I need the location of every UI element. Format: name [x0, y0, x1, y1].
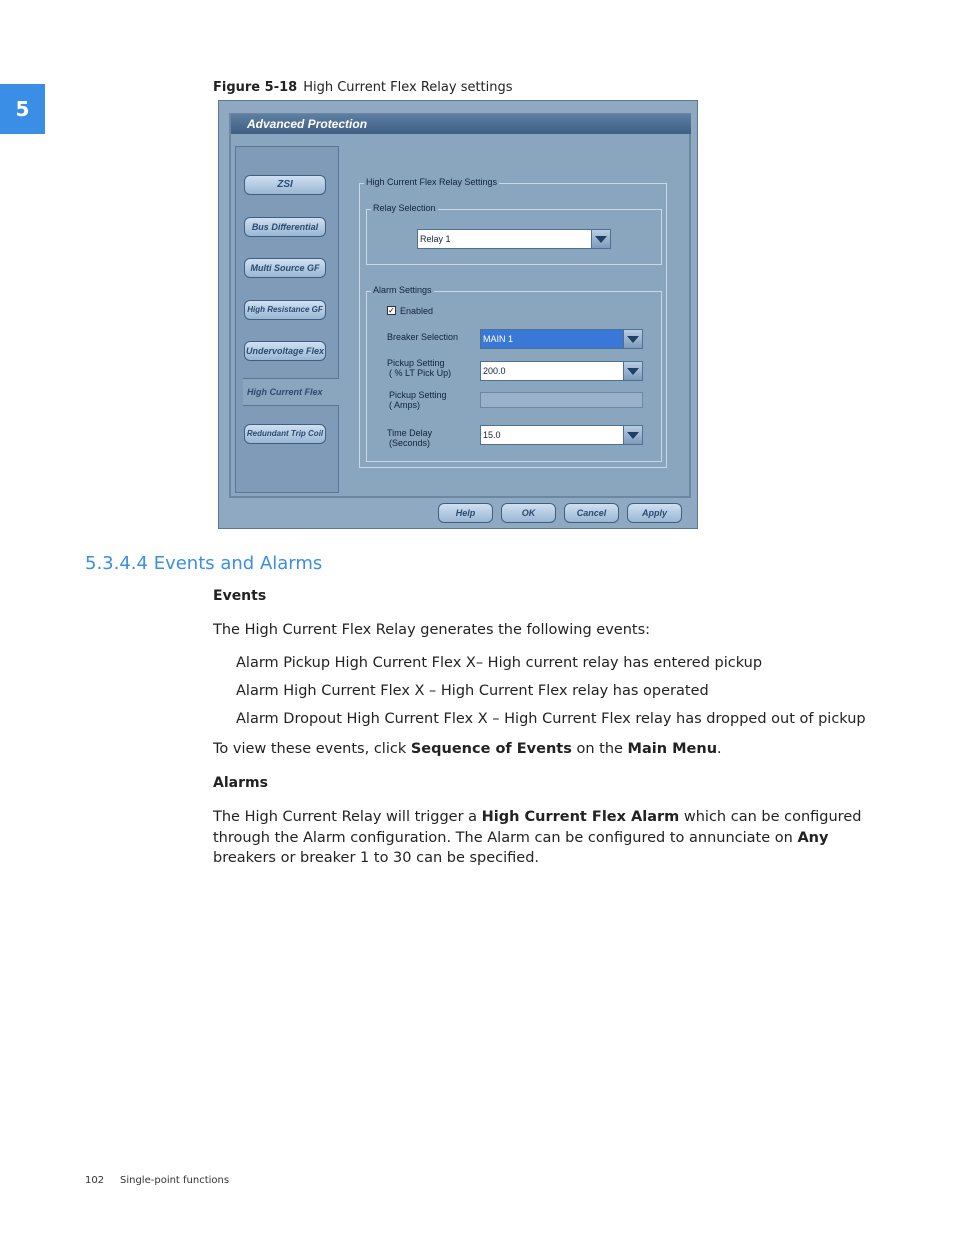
- time-delay-label-1: Time Delay: [387, 428, 433, 438]
- view-text-mid: on the: [571, 741, 628, 757]
- any-text: Any: [797, 829, 829, 846]
- event-item: Alarm Dropout High Current Flex X – High Current Flex relay has dropped out of pickup: [236, 711, 866, 727]
- pickup-amps-field: [480, 392, 643, 408]
- relay-select-value: Relay 1: [420, 234, 451, 244]
- view-events-paragraph: [213, 739, 878, 760]
- alarms-heading: Alarms: [213, 775, 268, 791]
- view-text-post: .: [717, 741, 722, 757]
- high-resistance-gf-button[interactable]: High Resistance GF: [244, 300, 326, 320]
- alarms-paragraph: [213, 807, 878, 869]
- high-current-flex-group-label: High Current Flex Relay Settings: [366, 177, 498, 187]
- settings-content: [349, 146, 689, 493]
- pickup-pct-select[interactable]: [480, 361, 643, 381]
- sequence-of-events-text: Sequence of Events: [410, 741, 572, 757]
- chapter-tab: 5: [0, 84, 45, 134]
- high-current-flex-group: [359, 177, 667, 468]
- pickup-pct-value: 200.0: [483, 366, 506, 376]
- chevron-down-icon[interactable]: [623, 330, 642, 348]
- dialog-title: Advanced Protection: [231, 114, 691, 134]
- breaker-select-value: MAIN 1: [483, 334, 514, 344]
- ok-button[interactable]: OK: [501, 503, 556, 523]
- event-item: Alarm High Current Flex X – High Current Flex relay has operated: [236, 683, 709, 699]
- alarms-text-3: breakers or breaker 1 to 30 can be specified.: [213, 850, 540, 866]
- bus-differential-button[interactable]: Bus Differential: [244, 217, 326, 237]
- pickup-pct-label-1: Pickup Setting: [387, 358, 445, 368]
- pickup-amps-label-1: Pickup Setting: [389, 390, 447, 400]
- main-menu-text: Main Menu: [627, 741, 718, 757]
- breaker-selection-label: Breaker Selection: [387, 332, 459, 342]
- page-number: 102: [85, 1175, 105, 1186]
- footer-section: Single-point functions: [120, 1175, 230, 1186]
- relay-selection-group: [366, 203, 662, 265]
- chevron-down-icon[interactable]: [623, 362, 642, 380]
- relay-selection-label: Relay Selection: [373, 203, 436, 213]
- zsi-button[interactable]: ZSI: [244, 175, 326, 195]
- advanced-protection-dialog: [218, 100, 698, 529]
- pickup-amps-label-2: ( Amps): [389, 400, 421, 410]
- alarm-settings-group: [366, 285, 662, 462]
- breaker-select[interactable]: [480, 329, 643, 349]
- relay-select[interactable]: [417, 229, 611, 249]
- view-text-pre: To view these events, click: [213, 741, 411, 757]
- cancel-button[interactable]: Cancel: [564, 503, 619, 523]
- figure-caption-text: High Current Flex Relay settings: [303, 80, 513, 95]
- time-delay-label-2: (Seconds): [389, 438, 431, 448]
- events-intro: The High Current Flex Relay generates the following events:: [213, 622, 651, 638]
- time-delay-value: 15.0: [483, 430, 501, 440]
- enabled-label: Enabled: [400, 306, 434, 316]
- help-button[interactable]: Help: [438, 503, 493, 523]
- chevron-down-icon[interactable]: [623, 426, 642, 444]
- undervoltage-flex-button[interactable]: Undervoltage Flex: [244, 341, 326, 361]
- apply-button[interactable]: Apply: [627, 503, 682, 523]
- time-delay-select[interactable]: [480, 425, 643, 445]
- alarm-name-text: High Current Flex Alarm: [481, 809, 680, 825]
- multi-source-gf-button[interactable]: Multi Source GF: [244, 258, 326, 278]
- event-item: Alarm Pickup High Current Flex X– High current relay has entered pickup: [236, 655, 763, 671]
- high-current-flex-tab[interactable]: High Current Flex: [243, 378, 339, 406]
- section-heading: 5.3.4.4 Events and Alarms: [85, 553, 323, 574]
- alarms-text-2: which can be configured through the Alarm configuration. The Alarm can be configured to annunciate on: [213, 809, 862, 846]
- alarm-settings-label: Alarm Settings: [373, 285, 432, 295]
- redundant-trip-coil-button[interactable]: Redundant Trip Coil: [244, 424, 326, 444]
- enabled-checkbox[interactable]: ✓: [388, 306, 395, 315]
- pickup-pct-label-2: ( % LT Pick Up): [389, 368, 452, 378]
- figure-label: Figure 5-18: [213, 80, 298, 95]
- figure-caption: [213, 80, 513, 95]
- side-panel: [235, 146, 339, 493]
- chevron-down-icon[interactable]: [591, 230, 610, 248]
- events-heading: Events: [213, 588, 267, 604]
- alarms-text-1: The High Current Relay will trigger a: [213, 809, 482, 825]
